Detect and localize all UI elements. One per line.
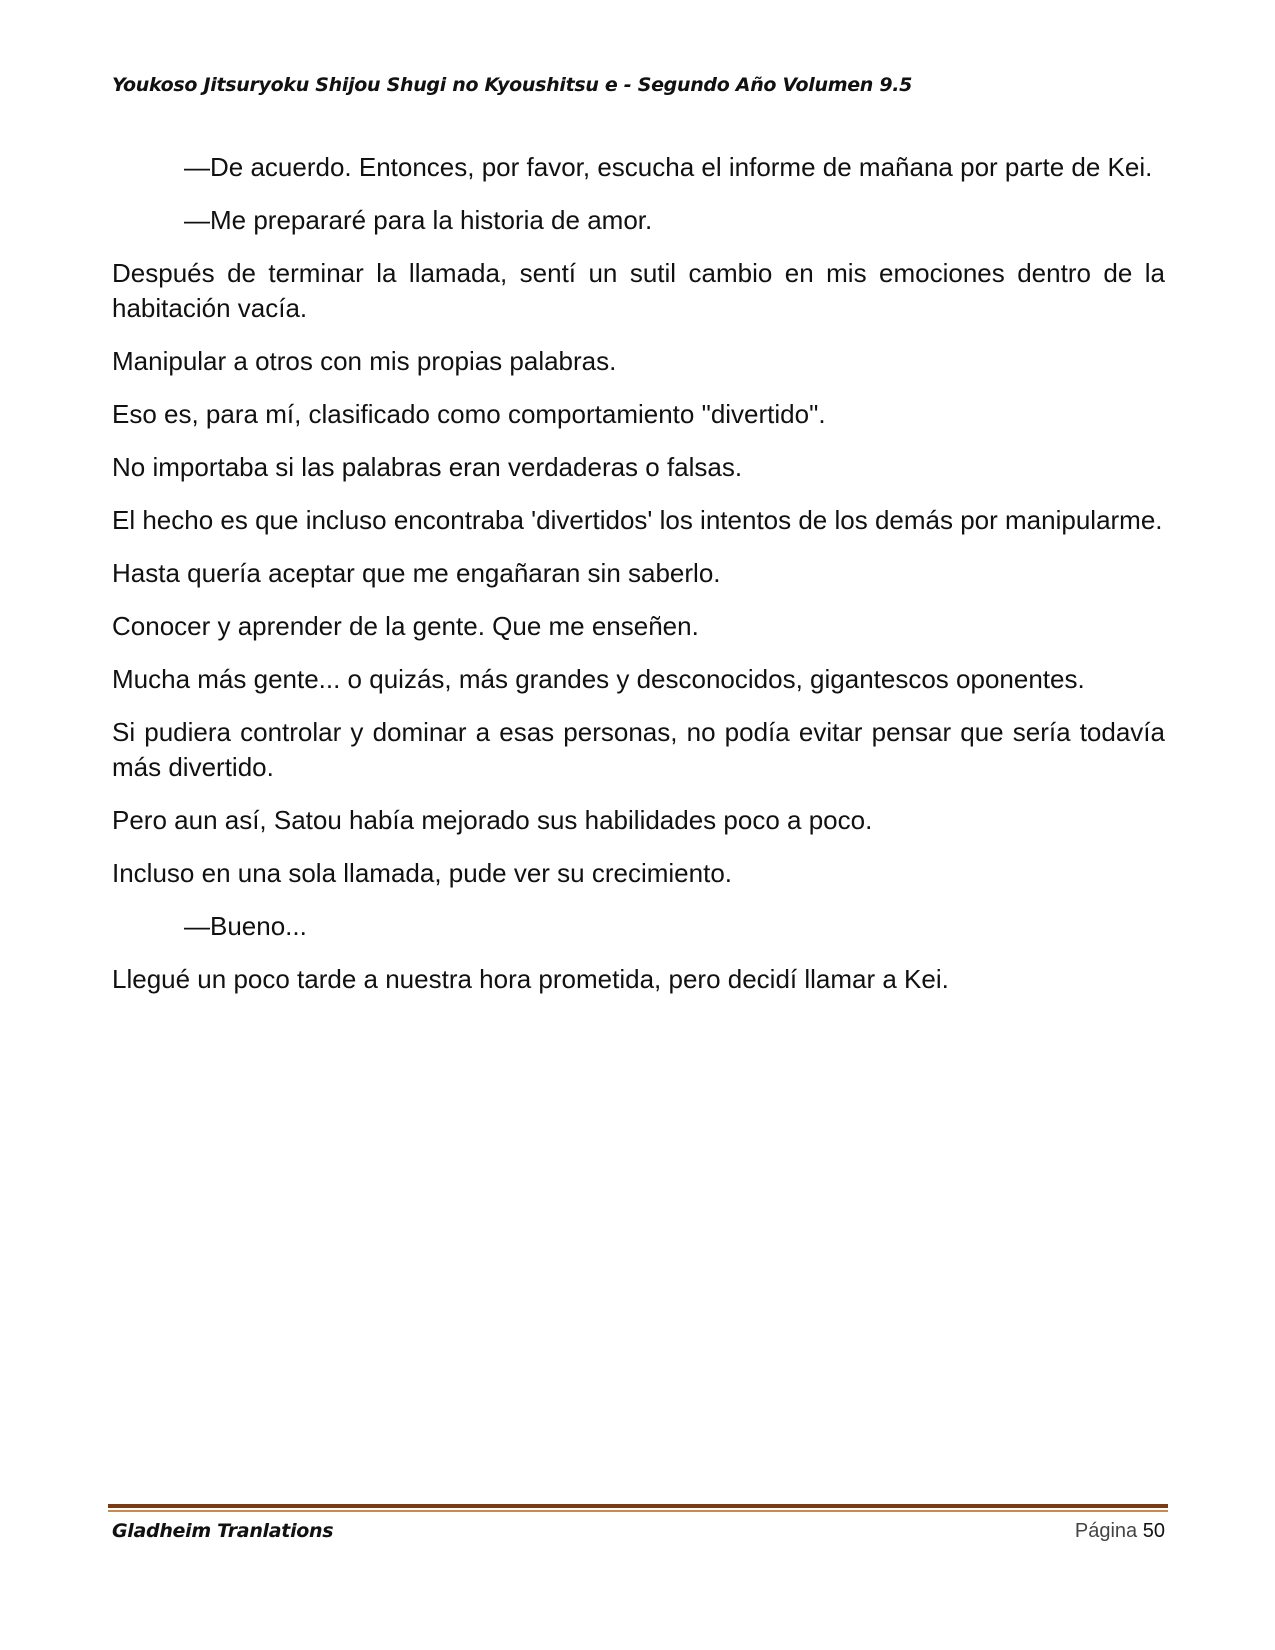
paragraph: Después de terminar la llamada, sentí un sutil cambio en mis emociones dentro de la habitación vacía. bbox=[112, 258, 1165, 323]
body-text bbox=[112, 150, 1165, 1015]
footer-divider-thick bbox=[108, 1504, 1168, 1508]
page-number: 50 bbox=[1142, 1520, 1165, 1542]
paragraph: Pero aun así, Satou había mejorado sus habilidades poco a poco. bbox=[112, 805, 873, 835]
paragraph: Manipular a otros con mis propias palabras. bbox=[112, 346, 617, 376]
paragraph: Llegué un poco tarde a nuestra hora prometida, pero decidí llamar a Kei. bbox=[112, 964, 949, 994]
paragraph: Hasta quería aceptar que me engañaran sin saberlo. bbox=[112, 558, 721, 588]
paragraph: —Bueno... bbox=[184, 911, 307, 941]
footer-divider-thin bbox=[108, 1510, 1168, 1512]
footer-publisher: Gladheim Tranlations bbox=[112, 1520, 334, 1542]
paragraph: Si pudiera controlar y dominar a esas personas, no podía evitar pensar que sería todavía más divertido. bbox=[112, 717, 1165, 782]
paragraph: El hecho es que incluso encontraba 'divertidos' los intentos de los demás por manipularme. bbox=[112, 505, 1163, 535]
paragraph: Eso es, para mí, clasificado como comportamiento "divertido". bbox=[112, 399, 826, 429]
footer-page-indicator bbox=[1075, 1520, 1165, 1543]
paragraph: —De acuerdo. Entonces, por favor, escucha el informe de mañana por parte de Kei. bbox=[184, 152, 1153, 182]
paragraph: —Me prepararé para la historia de amor. bbox=[184, 205, 653, 235]
paragraph: Conocer y aprender de la gente. Que me enseñen. bbox=[112, 611, 699, 641]
header-title: Youkoso Jitsuryoku Shijou Shugi no Kyoushitsu e - Segundo Año Volumen 9.5 bbox=[112, 74, 913, 96]
footer-divider bbox=[108, 1504, 1168, 1512]
paragraph: No importaba si las palabras eran verdaderas o falsas. bbox=[112, 452, 743, 482]
paragraph: Incluso en una sola llamada, pude ver su crecimiento. bbox=[112, 858, 733, 888]
paragraph: Mucha más gente... o quizás, más grandes y desconocidos, gigantescos oponentes. bbox=[112, 664, 1085, 694]
page-label: Página bbox=[1074, 1520, 1138, 1542]
